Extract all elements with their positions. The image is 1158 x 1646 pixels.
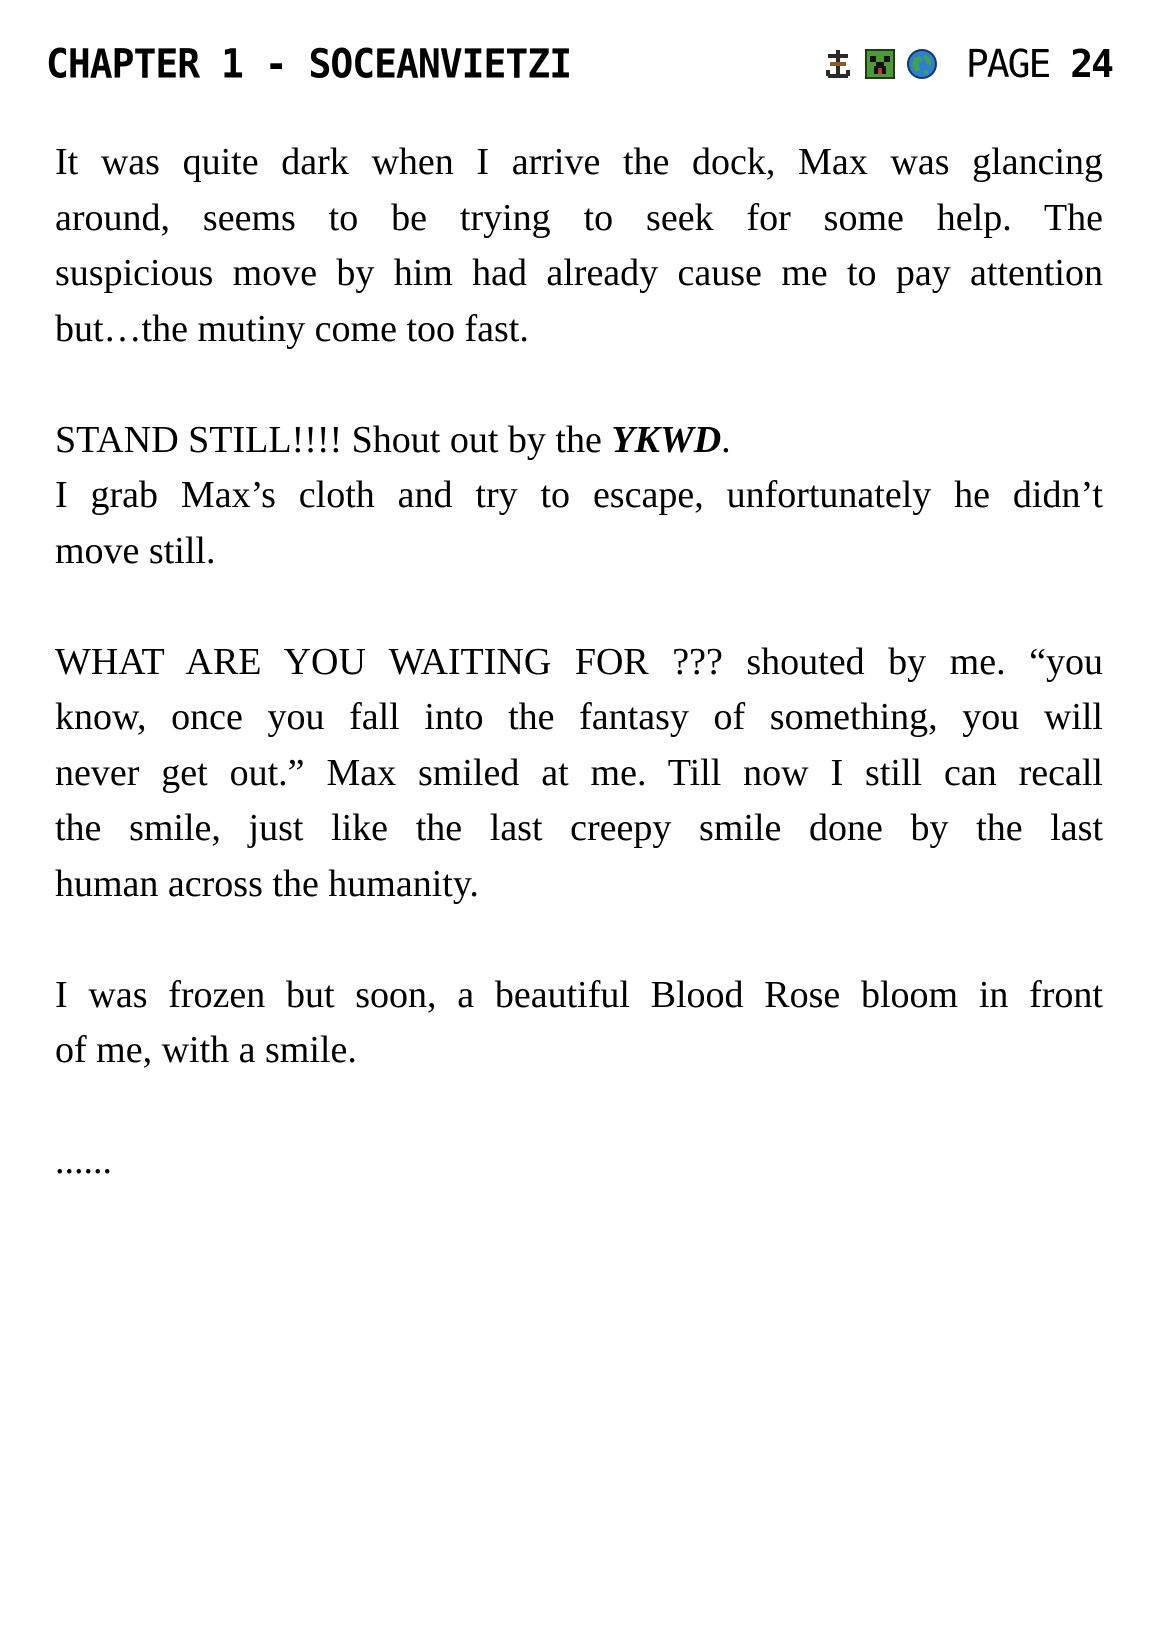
text-line: around, seems to be trying to seek for some help. The [55, 196, 1103, 239]
text-line: human across the humanity. [55, 862, 479, 905]
text-line: never get out.” Max smiled at me. Till now I still can recall [55, 751, 1103, 794]
page-number: 24 [1070, 42, 1112, 86]
anchor-icon [822, 48, 854, 80]
paragraph [55, 635, 1103, 913]
header-right [822, 42, 1112, 86]
period: . [721, 418, 731, 461]
paragraph [55, 1134, 1103, 1190]
text-line: know, once you fall into the fantasy of something, you will [55, 696, 1103, 738]
text-line: I was frozen but soon, a beautiful Blood Rose bloom in front [55, 973, 1103, 1016]
page-label: PAGE [965, 42, 1050, 86]
paragraph [55, 413, 1103, 580]
text-line: I grab Max’s cloth and try to escape, unfortunately he didn’t [55, 474, 1103, 516]
page-indicator [966, 42, 1112, 86]
text-line: but…the mutiny come too fast. [55, 307, 529, 350]
ykwd-emphasis: YKWD [611, 418, 722, 461]
globe-icon [906, 48, 938, 80]
creeper-icon [864, 48, 896, 80]
text-line: of me, with a smile. [55, 1029, 357, 1071]
story-text [55, 135, 1103, 1245]
text-line: move still. [55, 529, 216, 572]
page-header [46, 42, 1112, 86]
text-line [55, 413, 1103, 469]
paragraph [55, 968, 1103, 1079]
text-line: WHAT ARE YOU WAITING FOR ??? shouted by me. “you [55, 640, 1103, 683]
text-line: It was quite dark when I arrive the dock, Max was glancing [55, 141, 1103, 183]
chapter-title: CHAPTER 1 - SOCEANVIETZI [46, 40, 572, 88]
text-line: suspicious move by him had already cause me to pay attention [55, 252, 1103, 294]
text-line: the smile, just like the last creepy smile done by the last [55, 807, 1103, 849]
shout-text: STAND STILL!!!! Shout out by the [55, 418, 612, 461]
paragraph [55, 135, 1103, 357]
ellipsis-line: ...... [55, 1140, 112, 1182]
